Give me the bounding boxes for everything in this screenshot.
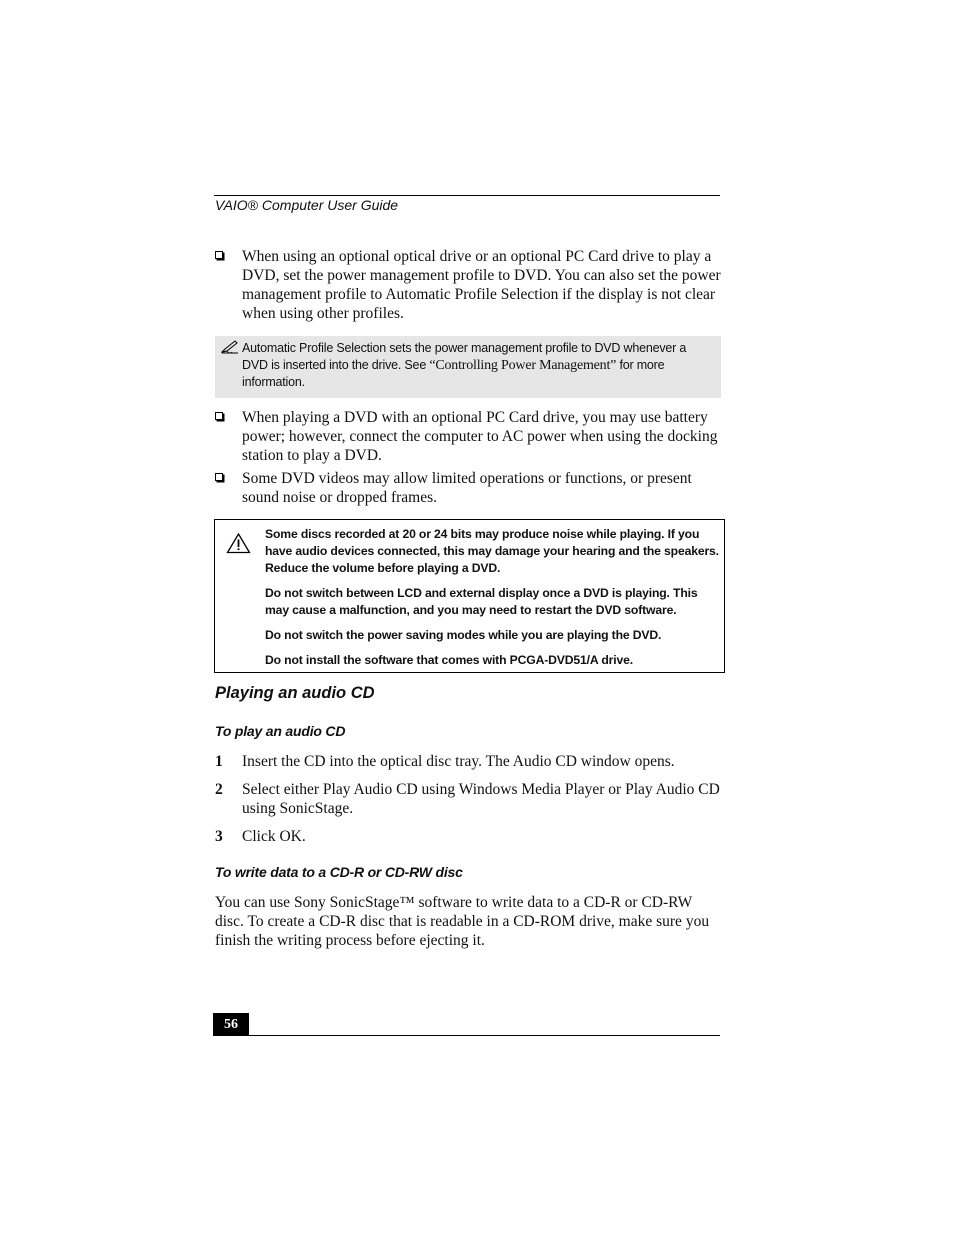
step-item (215, 827, 725, 846)
warning-box (214, 519, 725, 673)
step-number: 2 (215, 781, 223, 798)
warning-triangle-icon (226, 532, 251, 559)
list-item (215, 408, 725, 465)
checkbox-bullet-icon (215, 412, 223, 420)
header-rule (214, 195, 720, 196)
note-text (242, 340, 712, 391)
step-number: 1 (215, 753, 223, 770)
footer-rule (213, 1035, 720, 1036)
step-number: 3 (215, 828, 223, 845)
section-title: Playing an audio CD (215, 684, 375, 702)
warning-paragraph: Do not install the software that comes with PCGA-DVD51/A drive. (265, 653, 633, 667)
step-text: Insert the CD into the optical disc tray. The Audio CD window opens. (242, 753, 675, 770)
list-item (215, 247, 725, 323)
note-text-part1: Automatic Profile Selection sets the power management profile to DVD whenever a DVD is inserted into the drive. See (242, 341, 687, 372)
bullet-text: When using an optional optical drive or an optional PC Card drive to play a DVD, set the power management profile to DVD. You can also set the power management profile to Automatic Profile Selection if the display is not clear when using other profiles. (242, 248, 721, 322)
header-title: VAIO® Computer User Guide (215, 197, 399, 213)
warning-text (265, 526, 723, 677)
step-item (215, 752, 725, 771)
page-number: 56 (213, 1013, 249, 1036)
step-item (215, 780, 725, 818)
bullet-text: Some DVD videos may allow limited operations or functions, or present sound noise or dropped frames. (242, 470, 692, 506)
subsection-title: To play an audio CD (215, 723, 346, 739)
subsection-title: To write data to a CD-R or CD-RW disc (215, 864, 463, 880)
body-paragraph: You can use Sony SonicStage™ software to write data to a CD-R or CD-RW disc. To create a CD-R disc that is readable in a CD-ROM drive, make sure you finish the writing process before ejecting it. (215, 894, 710, 949)
note-text-part2: for more information. (242, 358, 665, 389)
warning-paragraph: Some discs recorded at 20 or 24 bits may produce noise while playing. If you have audio devices connected, this may damage your hearing and the speakers. Reduce the volume before playing a DVD. (265, 527, 719, 575)
step-text: Click OK. (242, 828, 306, 845)
step-text: Select either Play Audio CD using Windows Media Player or Play Audio CD using SonicStage. (242, 781, 720, 817)
warning-paragraph: Do not switch between LCD and external display once a DVD is playing. This may cause a malfunction, and you may need to restart the DVD software. (265, 586, 698, 617)
note-box (215, 336, 721, 398)
pencil-note-icon (221, 340, 239, 359)
checkbox-bullet-icon (215, 251, 223, 259)
warning-paragraph: Do not switch the power saving modes while you are playing the DVD. (265, 628, 662, 642)
note-reference: “Controlling Power Management” (429, 358, 617, 373)
list-item (215, 469, 725, 507)
checkbox-bullet-icon (215, 473, 223, 481)
bullet-text: When playing a DVD with an optional PC Card drive, you may use battery power; however, connect the computer to AC power when using the docking station to play a DVD. (242, 409, 718, 464)
